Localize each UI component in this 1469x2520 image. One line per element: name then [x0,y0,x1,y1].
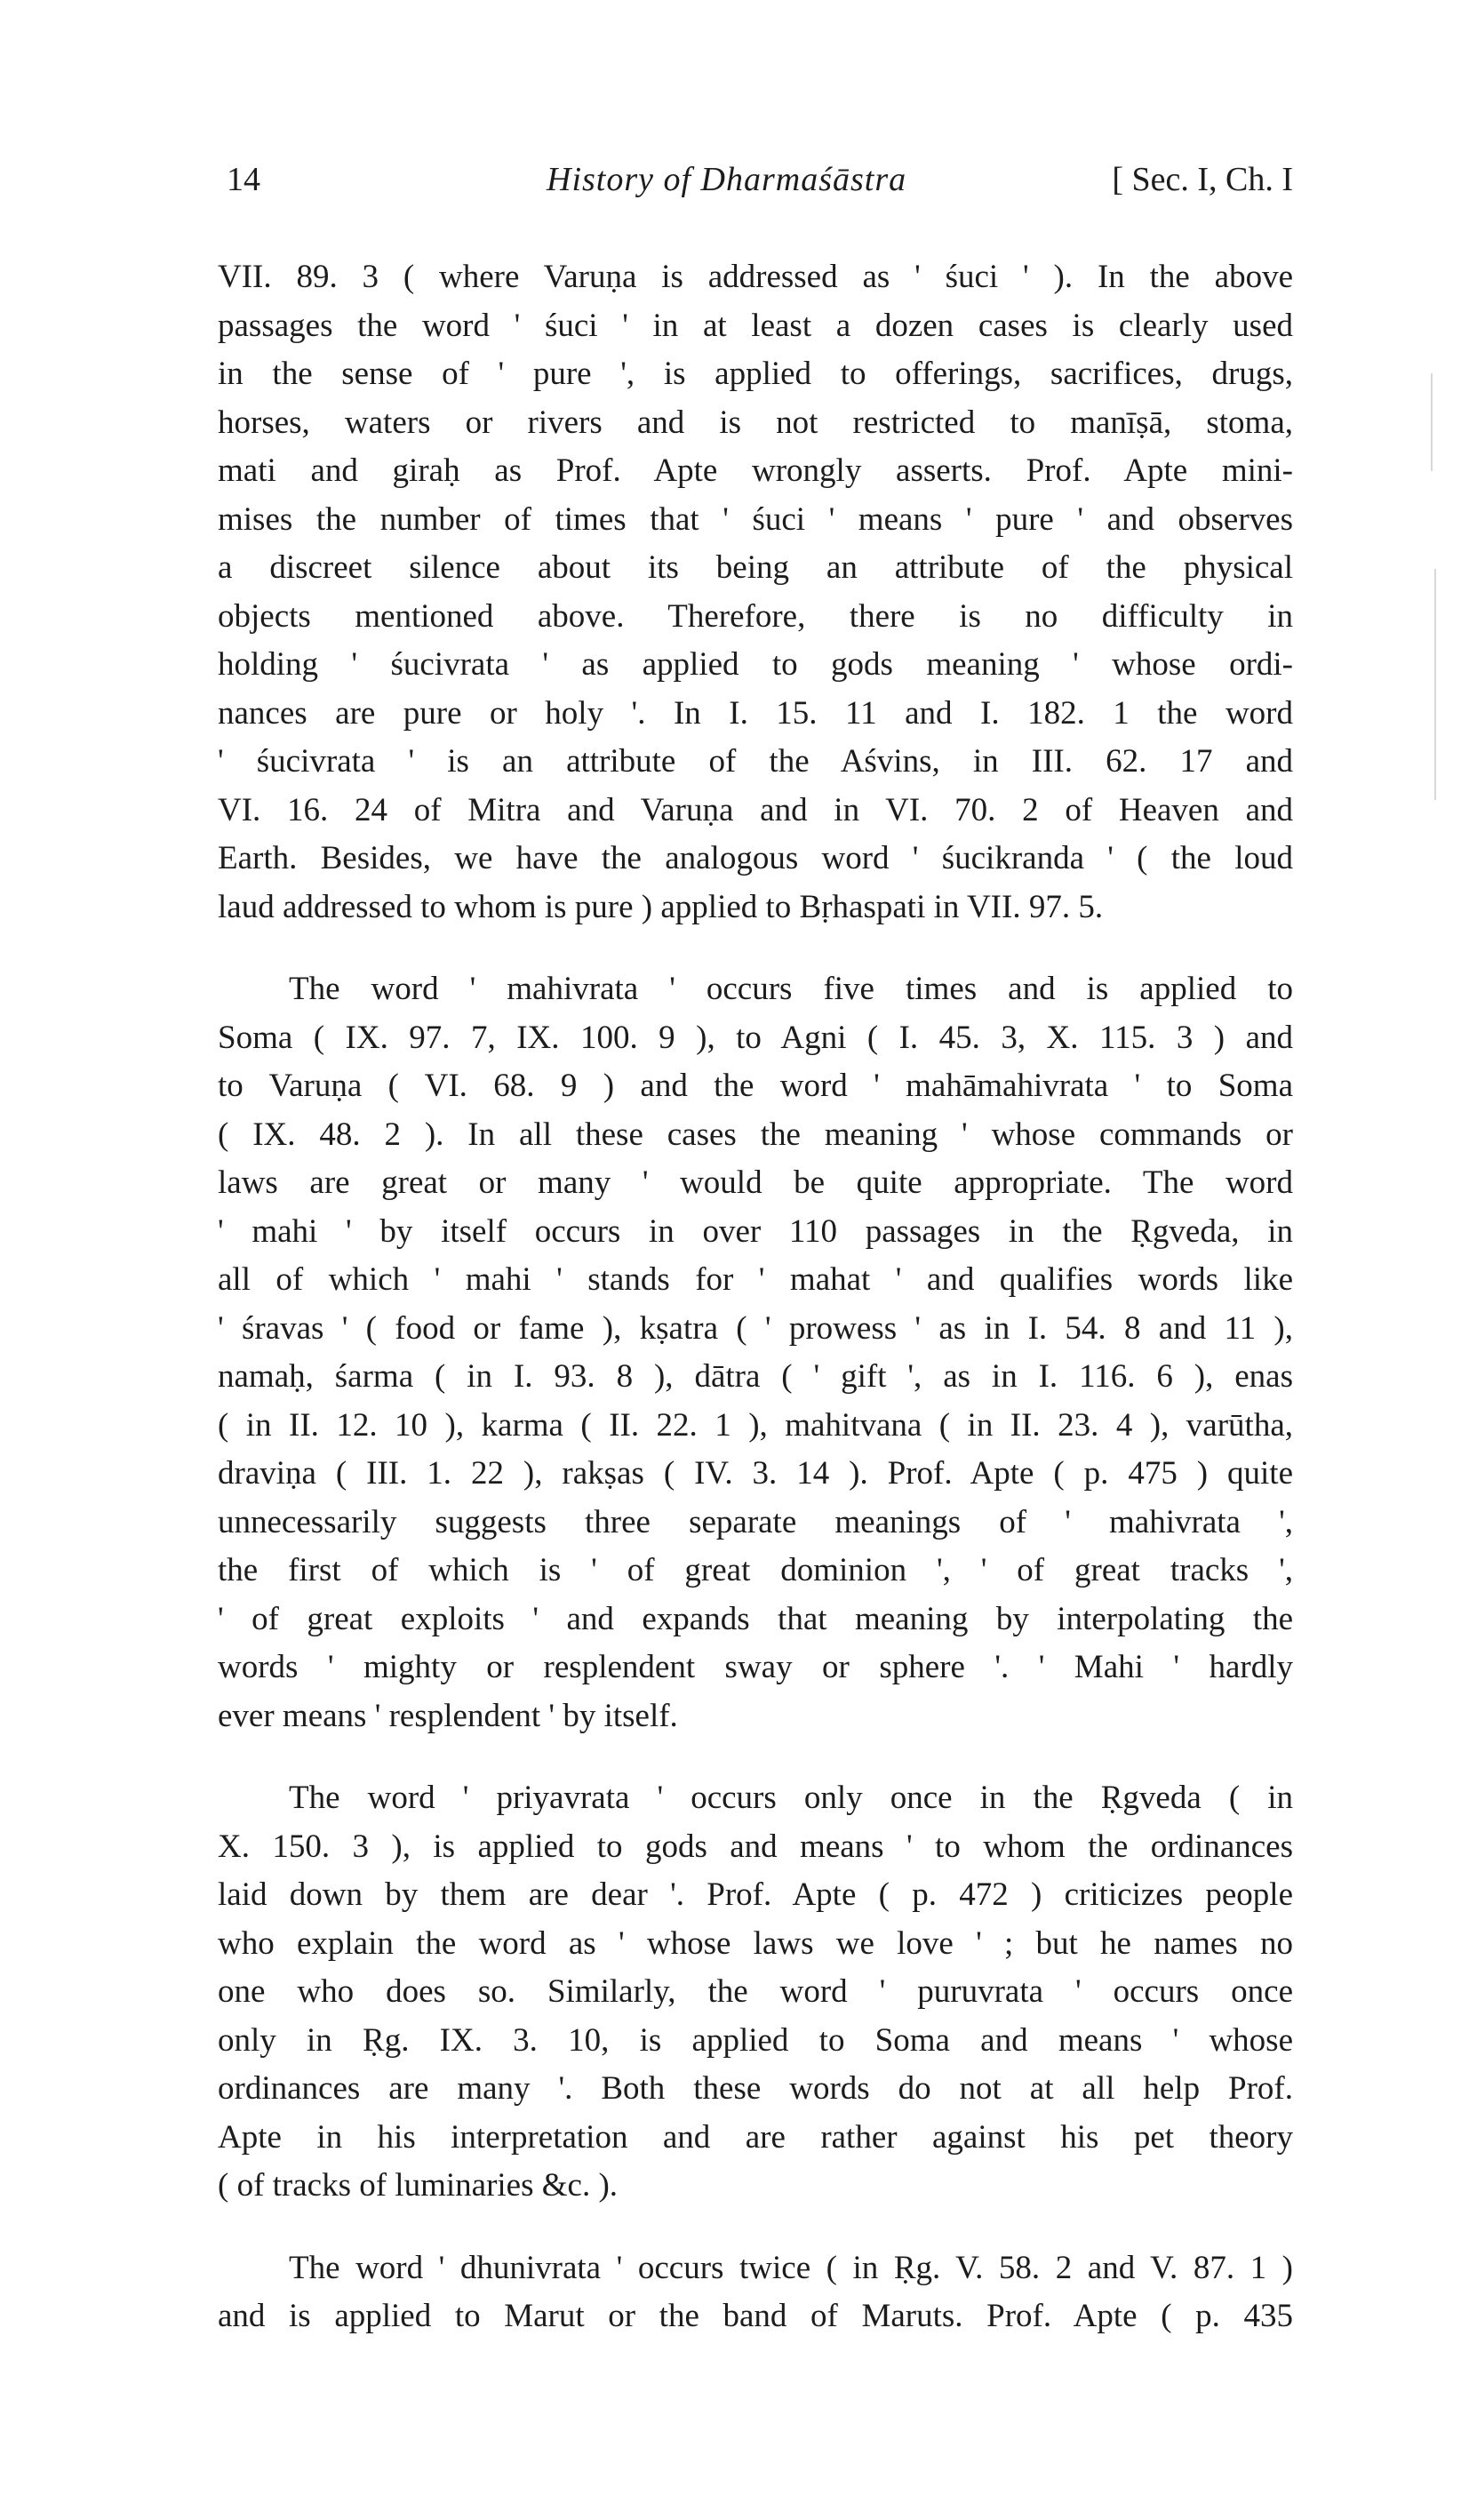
text-line: and is applied to Marut or the band of Maruts. Prof. Apte ( p. 435 [218,2298,1293,2334]
text-line: ordinances are many '. Both these words do not at all help Prof. [218,2070,1293,2107]
text-line: ' śravas ' ( food or fame ), kṣatra ( ' prowess ' as in I. 54. 8 and 11 ), [218,1309,1293,1347]
text-line: ( IX. 48. 2 ). In all these cases the meaning ' whose commands or [218,1116,1293,1153]
text-line: laud addressed to whom is pure ) applied to Bṛhaspati in VII. 97. 5. [218,888,1104,925]
text-line: ' of great exploits ' and expands that meaning by interpolating the [218,1600,1293,1637]
text-line: who explain the word as ' whose laws we love ' ; but he names no [218,1924,1293,1962]
text-line: unnecessarily suggests three separate meanings of ' mahivrata ', [218,1503,1293,1540]
text-line: VI. 16. 24 of Mitra and Varuṇa and in VI. 70. 2 of Heaven and [218,791,1293,828]
paragraph-3 [218,1774,1293,2211]
text-line: VII. 89. 3 ( where Varuṇa is addressed as ' śuci ' ). In the above [218,259,1293,295]
paragraph-1 [218,253,1293,932]
scan-margin-mark [1434,569,1436,800]
scan-margin-mark [1431,373,1433,471]
text-line: The word ' priyavrata ' occurs only once in the Ṛgveda ( in [289,1780,1293,1816]
text-line: Earth. Besides, we have the analogous word ' śucikranda ' ( the loud [218,840,1293,876]
text-line: draviṇa ( III. 1. 22 ), rakṣas ( IV. 3. 14 ). Prof. Apte ( p. 475 ) quite [218,1455,1293,1492]
text-line: The word ' mahivrata ' occurs five times and is applied to [289,971,1293,1007]
text-line: the first of which is ' of great dominion ', ' of great tracks ', [218,1552,1293,1588]
text-line: passages the word ' śuci ' in at least a dozen cases is clearly used [218,307,1293,344]
text-line: laws are great or many ' would be quite appropriate. The word [218,1164,1293,1201]
section-reference: [ Sec. I, Ch. I [1112,161,1293,198]
paragraph-4 [218,2244,1293,2341]
text-line: one who does so. Similarly, the word ' puruvrata ' occurs once [218,1973,1293,2010]
text-line: only in Ṛg. IX. 3. 10, is applied to Soma and means ' whose [218,2021,1293,2059]
text-line: X. 150. 3 ), is applied to gods and means ' to whom the ordinances [218,1828,1293,1865]
text-line: objects mentioned above. Therefore, there is no difficulty in [218,597,1293,635]
text-line: Soma ( IX. 97. 7, IX. 100. 9 ), to Agni ( I. 45. 3, X. 115. 3 ) and [218,1019,1293,1056]
text-line: in the sense of ' pure ', is applied to offerings, sacrifices, drugs, [218,356,1293,392]
text-line: holding ' śucivrata ' as applied to gods meaning ' whose ordi- [218,646,1293,683]
text-line: to Varuṇa ( VI. 68. 9 ) and the word ' mahāmahivrata ' to Soma [218,1068,1293,1104]
book-title: History of Dharmaśāstra [547,161,907,198]
text-line: laid down by them are dear '. Prof. Apte ( p. 472 ) criticizes people [218,1876,1293,1913]
text-line: nances are pure or holy '. In I. 15. 11 and I. 182. 1 the word [218,694,1293,732]
body-text [218,253,1293,2375]
text-line: The word ' dhunivrata ' occurs twice ( in Ṛg. V. 58. 2 and V. 87. 1 ) [289,2249,1293,2286]
text-line: Apte in his interpretation and are rather against his pet theory [218,2118,1293,2156]
text-line: ( of tracks of luminaries &c. ). [218,2167,619,2204]
text-line: mati and giraḥ as Prof. Apte wrongly asserts. Prof. Apte mini- [218,452,1293,489]
text-line: namaḥ, śarma ( in I. 93. 8 ), dātra ( ' gift ', as in I. 116. 6 ), enas [218,1358,1293,1395]
text-line: words ' mighty or resplendent sway or sphere '. ' Mahi ' hardly [218,1649,1293,1685]
page-number: 14 [227,161,260,198]
running-head [227,160,1293,213]
text-line: mises the number of times that ' śuci ' means ' pure ' and observes [218,500,1293,538]
text-line: all of which ' mahi ' stands for ' mahat ' and qualifies words like [218,1261,1293,1298]
text-line: ( in II. 12. 10 ), karma ( II. 22. 1 ), mahitvana ( in II. 23. 4 ), varūtha, [218,1406,1293,1444]
text-line: horses, waters or rivers and is not restricted to manīṣā, stoma, [218,404,1293,441]
paragraph-2 [218,965,1293,1740]
text-line: a discreet silence about its being an attribute of the physical [218,549,1293,586]
text-line: ever means ' resplendent ' by itself. [218,1697,678,1734]
text-line: ' mahi ' by itself occurs in over 110 passages in the Ṛgveda, in [218,1212,1293,1250]
text-line: ' śucivrata ' is an attribute of the Aśvins, in III. 62. 17 and [218,743,1293,780]
